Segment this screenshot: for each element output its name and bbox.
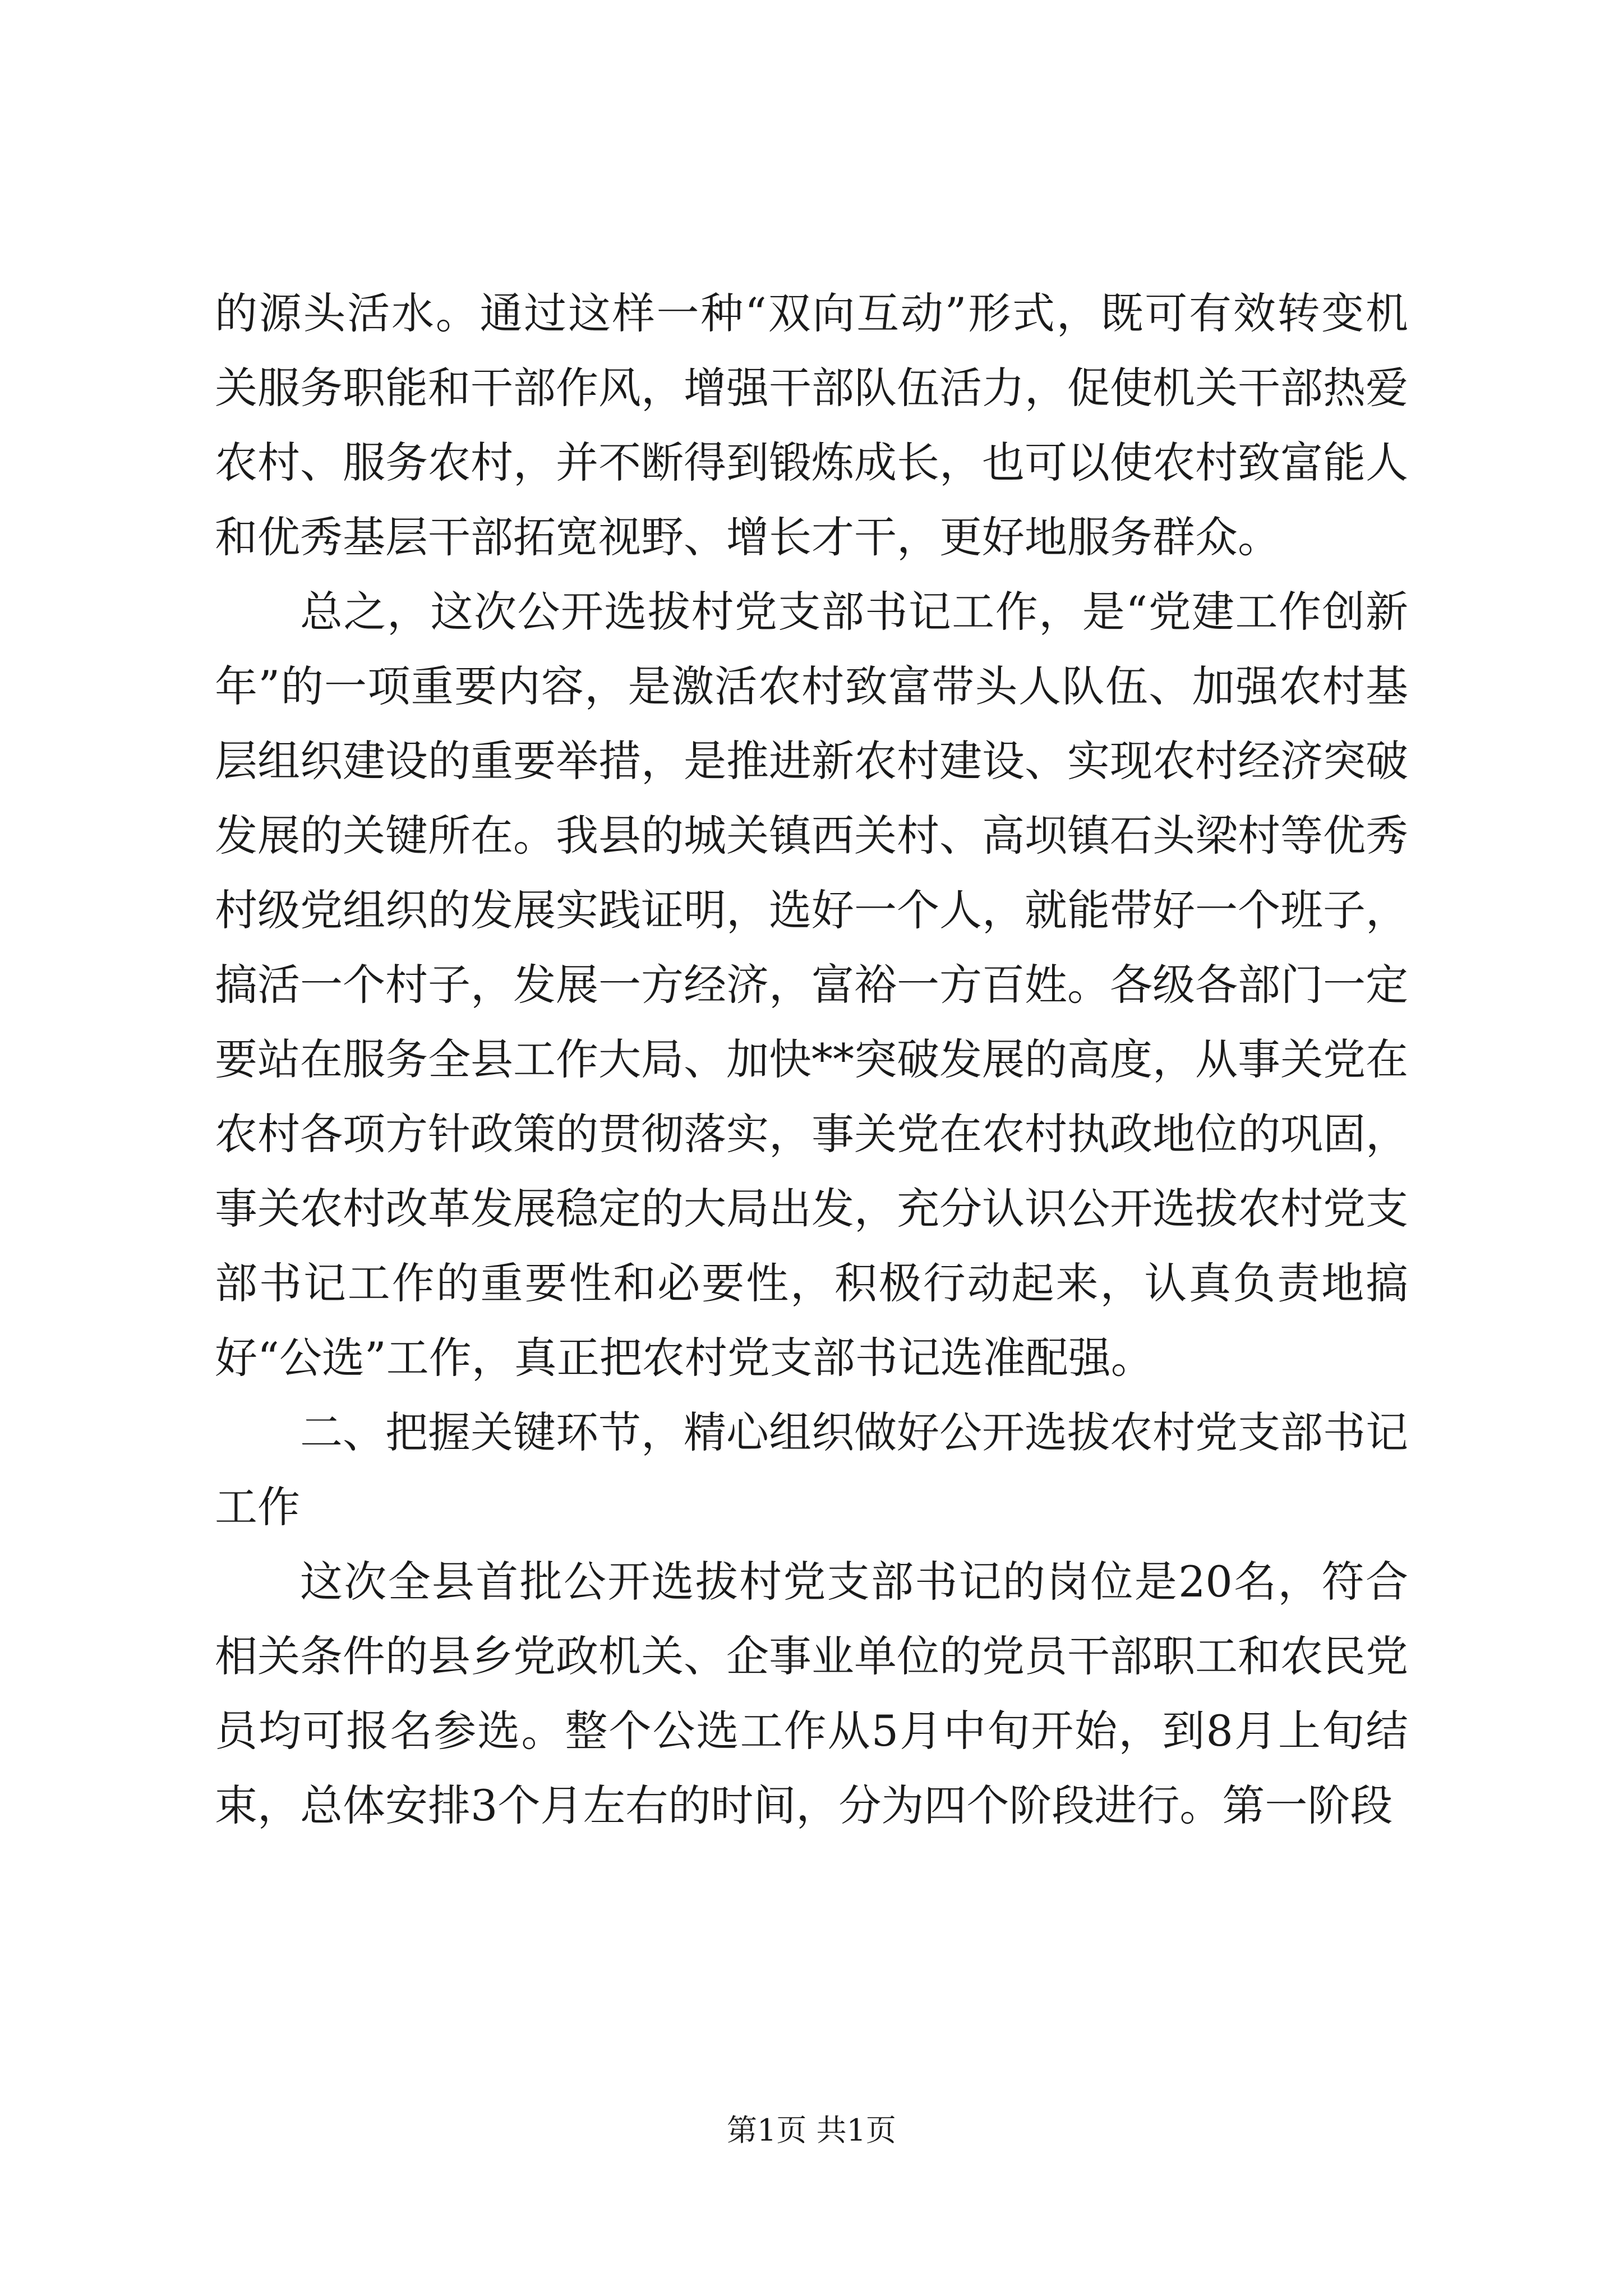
section-heading-2: 二、把握关键环节，精心组织做好公开选拔农村党支部书记工作 xyxy=(215,1407,1408,1532)
paragraph-3: 这次全县首批公开选拔村党支部书记的岗位是20名，符合相关条件的县乡党政机关、企事业单位的党员干部职工和农民党员均可报名参选。整个公选工作从5月中旬开始，到8月上旬结束，总体安排3个月左右的时间，分为四个阶段进行。第一阶段 xyxy=(215,1557,1408,1830)
document-body xyxy=(215,276,1408,1843)
page-footer: 第1页 共1页 xyxy=(727,2113,896,2148)
paragraph-1: 的源头活水。通过这样一种“双向互动”形式，既可有效转变机关服务职能和干部作风，增强干部队伍活力，促使机关干部热爱农村、服务农村，并不断得到锻炼成长，也可以使农村致富能人和优秀基层干部拓宽视野、增长才干，更好地服务群众。 xyxy=(215,288,1408,562)
paragraph-2: 总之，这次公开选拔村党支部书记工作，是“党建工作创新年”的一项重要内容，是激活农村致富带头人队伍、加强农村基层组织建设的重要举措，是推进新农村建设、实现农村经济突破发展的关键所在。我县的城关镇西关村、高坝镇石头梁村等优秀村级党组织的发展实践证明，选好一个人，就能带好一个班子，搞活一个村子，发展一方经济，富裕一方百姓。各级各部门一定要站在服务全县工作大局、加快**突破发展的高度，从事关党在农村各项方针政策的贯彻落实，事关党在农村执政地位的巩固，事关农村改革发展稳定的大局出发，充分认识公开选拔农村党支部书记工作的重要性和必要性，积极行动起来，认真负责地搞好“公选”工作，真正把农村党支部书记选准配强。 xyxy=(215,587,1408,1383)
